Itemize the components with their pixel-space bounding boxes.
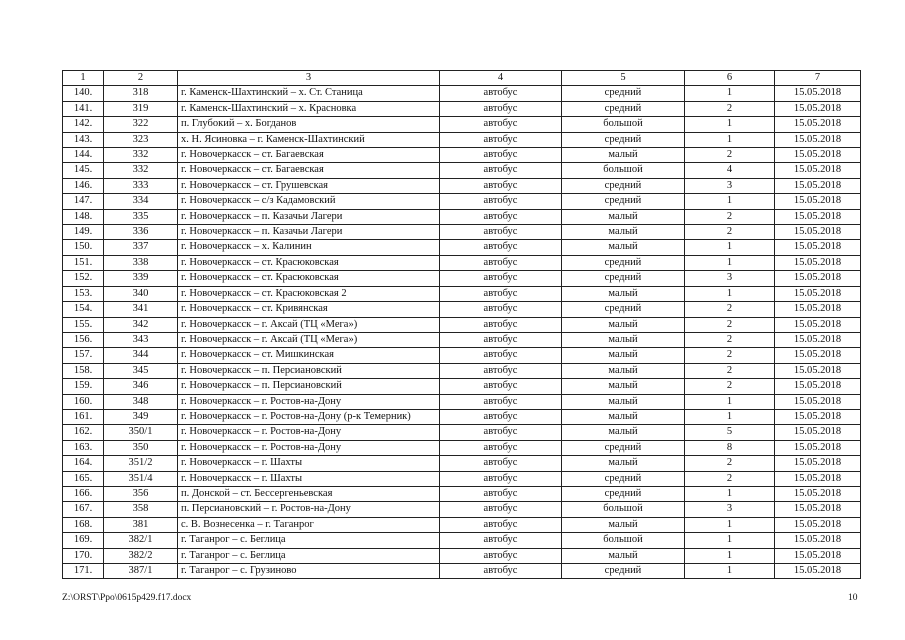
route-name-cell: г. Новочеркасск – п. Казачьи Лагери: [178, 225, 440, 240]
vehicle-type-cell: автобус: [440, 564, 562, 579]
date-cell: 15.05.2018: [775, 440, 861, 455]
vehicle-count-cell: 1: [685, 117, 775, 132]
vehicle-type-cell: автобус: [440, 302, 562, 317]
row-index-cell: 161.: [63, 409, 104, 424]
column-header: 6: [685, 71, 775, 86]
vehicle-class-cell: малый: [562, 394, 685, 409]
row-index-cell: 140.: [63, 86, 104, 101]
footer-file-path: Z:\ORST\Ppo\0615p429.f17.docx: [62, 593, 192, 603]
route-number-cell: 332: [104, 148, 178, 163]
vehicle-count-cell: 2: [685, 332, 775, 347]
row-index-cell: 142.: [63, 117, 104, 132]
route-name-cell: п. Донской – ст. Бессергеньевская: [178, 486, 440, 501]
table-header-row: [63, 71, 861, 86]
column-header: 3: [178, 71, 440, 86]
route-number-cell: 382/2: [104, 548, 178, 563]
route-number-cell: 381: [104, 517, 178, 532]
vehicle-count-cell: 1: [685, 194, 775, 209]
vehicle-type-cell: автобус: [440, 548, 562, 563]
route-name-cell: г. Новочеркасск – ст. Грушевская: [178, 178, 440, 193]
row-index-cell: 165.: [63, 471, 104, 486]
date-cell: 15.05.2018: [775, 163, 861, 178]
route-number-cell: 349: [104, 409, 178, 424]
vehicle-class-cell: малый: [562, 240, 685, 255]
vehicle-class-cell: малый: [562, 209, 685, 224]
route-name-cell: г. Новочеркасск – п. Персиановский: [178, 363, 440, 378]
route-name-cell: г. Новочеркасск – ст. Красюковская: [178, 255, 440, 270]
vehicle-count-cell: 1: [685, 255, 775, 270]
table-row: [63, 548, 861, 563]
vehicle-class-cell: средний: [562, 440, 685, 455]
vehicle-type-cell: автобус: [440, 409, 562, 424]
vehicle-type-cell: автобус: [440, 117, 562, 132]
vehicle-class-cell: большой: [562, 502, 685, 517]
route-name-cell: г. Новочеркасск – х. Калинин: [178, 240, 440, 255]
table-row: [63, 148, 861, 163]
vehicle-class-cell: малый: [562, 286, 685, 301]
route-name-cell: х. Н. Ясиновка – г. Каменск-Шахтинский: [178, 132, 440, 147]
vehicle-class-cell: малый: [562, 332, 685, 347]
route-number-cell: 338: [104, 255, 178, 270]
table-row: [63, 194, 861, 209]
route-name-cell: г. Новочеркасск – г. Ростов-на-Дону (р-к Темерник): [178, 409, 440, 424]
date-cell: 15.05.2018: [775, 394, 861, 409]
route-number-cell: 345: [104, 363, 178, 378]
row-index-cell: 157.: [63, 348, 104, 363]
date-cell: 15.05.2018: [775, 533, 861, 548]
vehicle-type-cell: автобус: [440, 533, 562, 548]
date-cell: 15.05.2018: [775, 348, 861, 363]
vehicle-type-cell: автобус: [440, 363, 562, 378]
route-name-cell: г. Новочеркасск – п. Персиановский: [178, 379, 440, 394]
vehicle-count-cell: 3: [685, 502, 775, 517]
route-name-cell: г. Новочеркасск – г. Ростов-на-Дону: [178, 440, 440, 455]
row-index-cell: 163.: [63, 440, 104, 455]
date-cell: 15.05.2018: [775, 517, 861, 532]
vehicle-class-cell: средний: [562, 132, 685, 147]
date-cell: 15.05.2018: [775, 302, 861, 317]
vehicle-type-cell: автобус: [440, 348, 562, 363]
vehicle-count-cell: 2: [685, 317, 775, 332]
route-number-cell: 344: [104, 348, 178, 363]
vehicle-type-cell: автобус: [440, 379, 562, 394]
vehicle-class-cell: малый: [562, 425, 685, 440]
route-number-cell: 335: [104, 209, 178, 224]
date-cell: 15.05.2018: [775, 132, 861, 147]
table-row: [63, 409, 861, 424]
row-index-cell: 168.: [63, 517, 104, 532]
vehicle-class-cell: средний: [562, 471, 685, 486]
vehicle-type-cell: автобус: [440, 86, 562, 101]
table-row: [63, 486, 861, 501]
route-number-cell: 319: [104, 101, 178, 116]
route-number-cell: 382/1: [104, 533, 178, 548]
vehicle-count-cell: 2: [685, 302, 775, 317]
route-name-cell: п. Персиановский – г. Ростов-на-Дону: [178, 502, 440, 517]
date-cell: 15.05.2018: [775, 332, 861, 347]
date-cell: 15.05.2018: [775, 548, 861, 563]
vehicle-count-cell: 1: [685, 132, 775, 147]
route-name-cell: г. Новочеркасск – ст. Кривянская: [178, 302, 440, 317]
table-row: [63, 517, 861, 532]
vehicle-count-cell: 2: [685, 348, 775, 363]
vehicle-count-cell: 1: [685, 86, 775, 101]
vehicle-type-cell: автобус: [440, 502, 562, 517]
vehicle-type-cell: автобус: [440, 456, 562, 471]
vehicle-count-cell: 8: [685, 440, 775, 455]
vehicle-class-cell: большой: [562, 117, 685, 132]
row-index-cell: 151.: [63, 255, 104, 270]
route-number-cell: 323: [104, 132, 178, 147]
vehicle-count-cell: 2: [685, 101, 775, 116]
vehicle-class-cell: средний: [562, 101, 685, 116]
route-number-cell: 358: [104, 502, 178, 517]
route-name-cell: г. Новочеркасск – с/з Кадамовский: [178, 194, 440, 209]
vehicle-type-cell: автобус: [440, 255, 562, 270]
vehicle-class-cell: малый: [562, 379, 685, 394]
table-row: [63, 317, 861, 332]
date-cell: 15.05.2018: [775, 209, 861, 224]
date-cell: 15.05.2018: [775, 486, 861, 501]
route-name-cell: с. В. Вознесенка – г. Таганрог: [178, 517, 440, 532]
table-row: [63, 132, 861, 147]
table-row: [63, 440, 861, 455]
route-number-cell: 351/2: [104, 456, 178, 471]
route-name-cell: г. Новочеркасск – п. Казачьи Лагери: [178, 209, 440, 224]
table-row: [63, 240, 861, 255]
vehicle-class-cell: средний: [562, 271, 685, 286]
route-name-cell: г. Таганрог – с. Грузиново: [178, 564, 440, 579]
vehicle-class-cell: малый: [562, 548, 685, 563]
vehicle-count-cell: 1: [685, 533, 775, 548]
table-row: [63, 101, 861, 116]
vehicle-type-cell: автобус: [440, 440, 562, 455]
date-cell: 15.05.2018: [775, 502, 861, 517]
table-row: [63, 502, 861, 517]
date-cell: 15.05.2018: [775, 255, 861, 270]
vehicle-type-cell: автобус: [440, 148, 562, 163]
vehicle-count-cell: 2: [685, 379, 775, 394]
vehicle-count-cell: 2: [685, 471, 775, 486]
vehicle-type-cell: автобус: [440, 178, 562, 193]
date-cell: 15.05.2018: [775, 409, 861, 424]
route-number-cell: 350/1: [104, 425, 178, 440]
vehicle-class-cell: малый: [562, 148, 685, 163]
row-index-cell: 156.: [63, 332, 104, 347]
vehicle-count-cell: 2: [685, 456, 775, 471]
date-cell: 15.05.2018: [775, 86, 861, 101]
date-cell: 15.05.2018: [775, 471, 861, 486]
row-index-cell: 150.: [63, 240, 104, 255]
route-number-cell: 332: [104, 163, 178, 178]
route-number-cell: 356: [104, 486, 178, 501]
route-name-cell: г. Новочеркасск – ст. Красюковская: [178, 271, 440, 286]
column-header: 2: [104, 71, 178, 86]
date-cell: 15.05.2018: [775, 564, 861, 579]
route-name-cell: г. Каменск-Шахтинский – х. Красновка: [178, 101, 440, 116]
route-name-cell: г. Новочеркасск – г. Ростов-на-Дону: [178, 394, 440, 409]
table-row: [63, 163, 861, 178]
date-cell: 15.05.2018: [775, 456, 861, 471]
table-row: [63, 471, 861, 486]
table-row: [63, 286, 861, 301]
row-index-cell: 149.: [63, 225, 104, 240]
route-number-cell: 339: [104, 271, 178, 286]
route-name-cell: г. Новочеркасск – ст. Багаевская: [178, 163, 440, 178]
table-row: [63, 225, 861, 240]
vehicle-count-cell: 1: [685, 548, 775, 563]
vehicle-type-cell: автобус: [440, 132, 562, 147]
date-cell: 15.05.2018: [775, 101, 861, 116]
route-number-cell: 334: [104, 194, 178, 209]
vehicle-type-cell: автобус: [440, 163, 562, 178]
date-cell: 15.05.2018: [775, 425, 861, 440]
vehicle-type-cell: автобус: [440, 394, 562, 409]
date-cell: 15.05.2018: [775, 225, 861, 240]
vehicle-type-cell: автобус: [440, 225, 562, 240]
vehicle-type-cell: автобус: [440, 209, 562, 224]
vehicle-count-cell: 3: [685, 178, 775, 193]
vehicle-type-cell: автобус: [440, 425, 562, 440]
vehicle-count-cell: 1: [685, 286, 775, 301]
route-number-cell: 348: [104, 394, 178, 409]
vehicle-class-cell: средний: [562, 486, 685, 501]
row-index-cell: 164.: [63, 456, 104, 471]
route-number-cell: 342: [104, 317, 178, 332]
date-cell: 15.05.2018: [775, 148, 861, 163]
date-cell: 15.05.2018: [775, 379, 861, 394]
table-row: [63, 533, 861, 548]
vehicle-count-cell: 4: [685, 163, 775, 178]
route-name-cell: г. Новочеркасск – ст. Багаевская: [178, 148, 440, 163]
vehicle-count-cell: 1: [685, 517, 775, 532]
vehicle-class-cell: большой: [562, 533, 685, 548]
table-body: [63, 71, 861, 579]
vehicle-class-cell: малый: [562, 409, 685, 424]
row-index-cell: 146.: [63, 178, 104, 193]
vehicle-count-cell: 5: [685, 425, 775, 440]
route-name-cell: г. Таганрог – с. Беглица: [178, 548, 440, 563]
vehicle-type-cell: автобус: [440, 194, 562, 209]
vehicle-class-cell: средний: [562, 178, 685, 193]
table-row: [63, 332, 861, 347]
column-header: 7: [775, 71, 861, 86]
row-index-cell: 141.: [63, 101, 104, 116]
row-index-cell: 167.: [63, 502, 104, 517]
table-row: [63, 117, 861, 132]
route-number-cell: 343: [104, 332, 178, 347]
vehicle-count-cell: 1: [685, 240, 775, 255]
vehicle-class-cell: малый: [562, 517, 685, 532]
route-number-cell: 337: [104, 240, 178, 255]
column-header: 5: [562, 71, 685, 86]
row-index-cell: 143.: [63, 132, 104, 147]
column-header: 1: [63, 71, 104, 86]
routes-table: [62, 70, 861, 579]
row-index-cell: 152.: [63, 271, 104, 286]
route-number-cell: 333: [104, 178, 178, 193]
row-index-cell: 159.: [63, 379, 104, 394]
vehicle-class-cell: малый: [562, 456, 685, 471]
row-index-cell: 144.: [63, 148, 104, 163]
table-row: [63, 348, 861, 363]
row-index-cell: 153.: [63, 286, 104, 301]
route-name-cell: г. Новочеркасск – г. Аксай (ТЦ «Мега»): [178, 317, 440, 332]
table-row: [63, 271, 861, 286]
vehicle-count-cell: 1: [685, 409, 775, 424]
vehicle-type-cell: автобус: [440, 471, 562, 486]
table-row: [63, 425, 861, 440]
route-name-cell: г. Новочеркасск – ст. Красюковская 2: [178, 286, 440, 301]
vehicle-class-cell: средний: [562, 564, 685, 579]
vehicle-class-cell: средний: [562, 302, 685, 317]
table-row: [63, 178, 861, 193]
vehicle-count-cell: 2: [685, 148, 775, 163]
vehicle-class-cell: средний: [562, 86, 685, 101]
table-row: [63, 255, 861, 270]
vehicle-count-cell: 2: [685, 209, 775, 224]
table-row: [63, 86, 861, 101]
vehicle-type-cell: автобус: [440, 517, 562, 532]
route-number-cell: 350: [104, 440, 178, 455]
vehicle-class-cell: большой: [562, 163, 685, 178]
vehicle-class-cell: малый: [562, 363, 685, 378]
vehicle-count-cell: 1: [685, 486, 775, 501]
vehicle-type-cell: автобус: [440, 317, 562, 332]
route-name-cell: п. Глубокий – х. Богданов: [178, 117, 440, 132]
date-cell: 15.05.2018: [775, 286, 861, 301]
vehicle-type-cell: автобус: [440, 286, 562, 301]
route-name-cell: г. Таганрог – с. Беглица: [178, 533, 440, 548]
vehicle-class-cell: малый: [562, 317, 685, 332]
vehicle-class-cell: средний: [562, 255, 685, 270]
table-row: [63, 209, 861, 224]
date-cell: 15.05.2018: [775, 317, 861, 332]
row-index-cell: 160.: [63, 394, 104, 409]
date-cell: 15.05.2018: [775, 178, 861, 193]
vehicle-count-cell: 2: [685, 363, 775, 378]
date-cell: 15.05.2018: [775, 240, 861, 255]
route-number-cell: 351/4: [104, 471, 178, 486]
vehicle-count-cell: 3: [685, 271, 775, 286]
vehicle-class-cell: средний: [562, 194, 685, 209]
row-index-cell: 162.: [63, 425, 104, 440]
page-number: 10: [848, 593, 858, 603]
table-row: [63, 456, 861, 471]
table-row: [63, 564, 861, 579]
column-header: 4: [440, 71, 562, 86]
table-row: [63, 379, 861, 394]
vehicle-class-cell: малый: [562, 225, 685, 240]
vehicle-count-cell: 2: [685, 225, 775, 240]
vehicle-type-cell: автобус: [440, 240, 562, 255]
route-number-cell: 387/1: [104, 564, 178, 579]
row-index-cell: 158.: [63, 363, 104, 378]
route-number-cell: 336: [104, 225, 178, 240]
date-cell: 15.05.2018: [775, 194, 861, 209]
row-index-cell: 171.: [63, 564, 104, 579]
vehicle-type-cell: автобус: [440, 332, 562, 347]
table-row: [63, 363, 861, 378]
row-index-cell: 169.: [63, 533, 104, 548]
vehicle-count-cell: 1: [685, 564, 775, 579]
row-index-cell: 166.: [63, 486, 104, 501]
table-row: [63, 394, 861, 409]
route-name-cell: г. Новочеркасск – ст. Мишкинская: [178, 348, 440, 363]
route-name-cell: г. Новочеркасск – г. Ростов-на-Дону: [178, 425, 440, 440]
vehicle-class-cell: малый: [562, 348, 685, 363]
row-index-cell: 154.: [63, 302, 104, 317]
route-number-cell: 340: [104, 286, 178, 301]
route-name-cell: г. Новочеркасск – г. Шахты: [178, 456, 440, 471]
route-number-cell: 341: [104, 302, 178, 317]
route-number-cell: 322: [104, 117, 178, 132]
route-number-cell: 318: [104, 86, 178, 101]
vehicle-type-cell: автобус: [440, 271, 562, 286]
route-name-cell: г. Новочеркасск – г. Шахты: [178, 471, 440, 486]
vehicle-type-cell: автобус: [440, 486, 562, 501]
date-cell: 15.05.2018: [775, 117, 861, 132]
date-cell: 15.05.2018: [775, 271, 861, 286]
table-row: [63, 302, 861, 317]
row-index-cell: 148.: [63, 209, 104, 224]
route-number-cell: 346: [104, 379, 178, 394]
vehicle-count-cell: 1: [685, 394, 775, 409]
row-index-cell: 155.: [63, 317, 104, 332]
vehicle-type-cell: автобус: [440, 101, 562, 116]
row-index-cell: 145.: [63, 163, 104, 178]
route-name-cell: г. Каменск-Шахтинский – х. Ст. Станица: [178, 86, 440, 101]
row-index-cell: 147.: [63, 194, 104, 209]
route-name-cell: г. Новочеркасск – г. Аксай (ТЦ «Мега»): [178, 332, 440, 347]
date-cell: 15.05.2018: [775, 363, 861, 378]
row-index-cell: 170.: [63, 548, 104, 563]
